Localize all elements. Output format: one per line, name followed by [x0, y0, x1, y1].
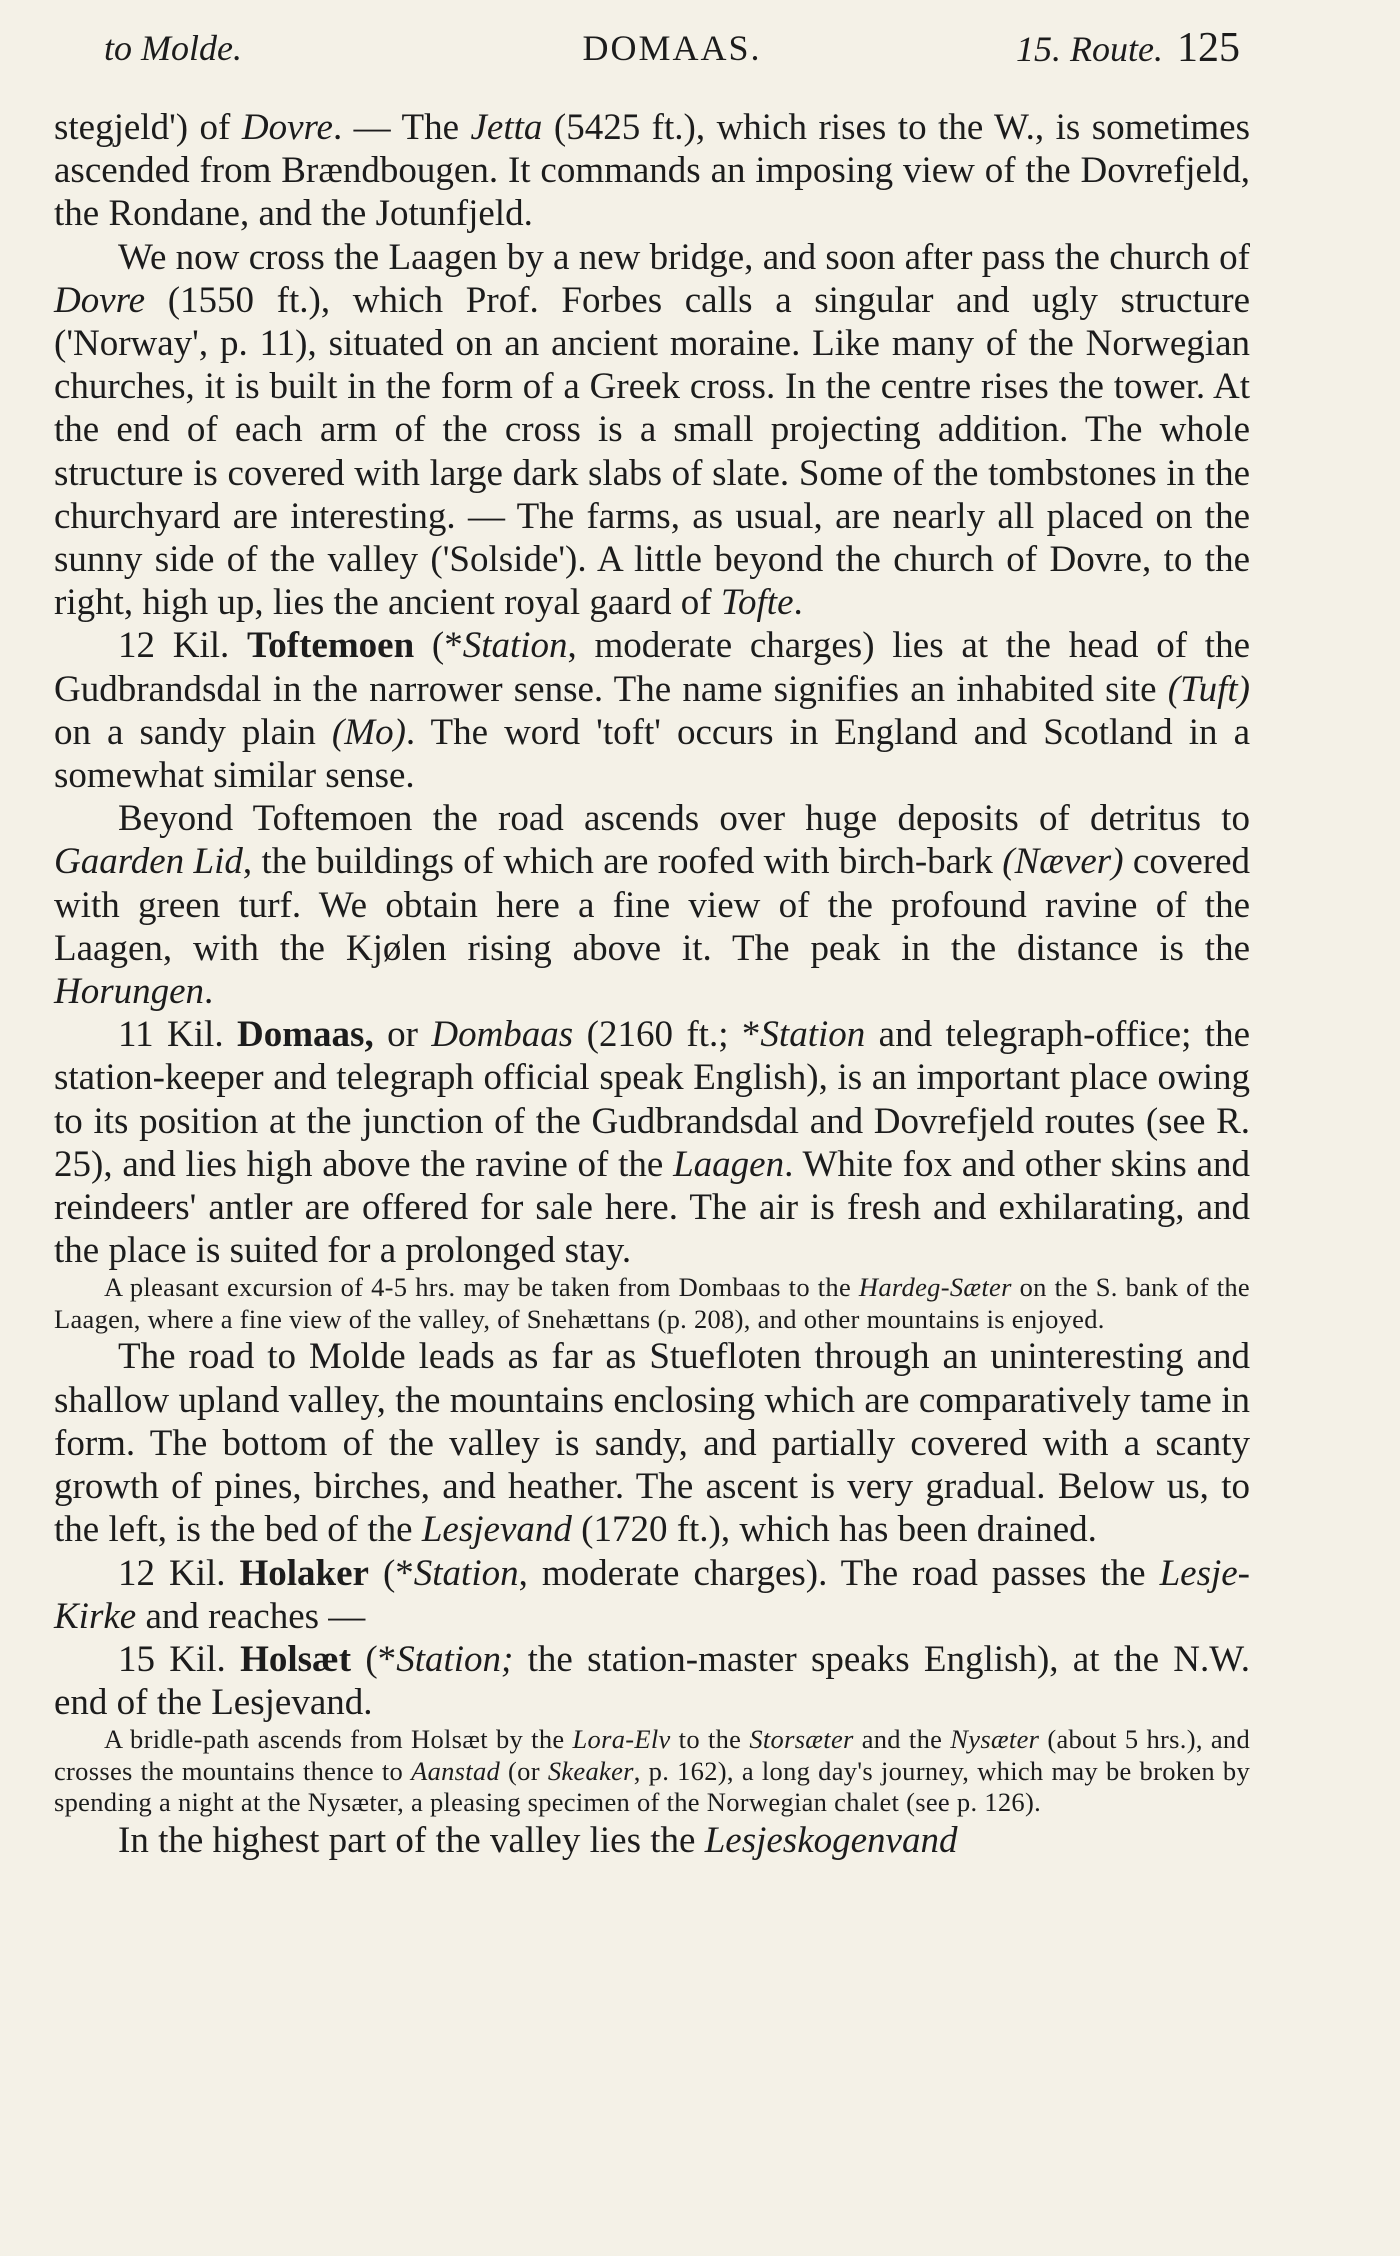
note-hardeg-saeter: A pleasant excursion of 4-5 hrs. may be taken from Dombaas to the Hardeg-Sæter on the S. bank of the Laagen, where a fine view of the valley, of Snehættans (p. 208), and other mountains is enjoyed.	[54, 1272, 1250, 1334]
paragraph-domaas: 11 Kil. Domaas, or Dombaas (2160 ft.; *Station and telegraph-office; the station-keeper and telegraph official speak English), is an important place owing to its position at the junction of the Gudbrandsdal and Dovrefjeld routes (see R. 25), and lies high above the ravine of the Laagen. White fox and other skins and reindeers' antler are offered for sale here. The air is fresh and exhilarating, and the place is suited for a prolonged stay.	[54, 1014, 1250, 1272]
paragraph-road-to-molde: The road to Molde leads as far as Stuefloten through an uninteresting and shallow upland valley, the mountains enclosing which are comparatively tame in form. The bottom of the valley is sandy, and partially covered with a scanty growth of pines, birches, and heather. The ascent is very gradual. Below us, to the left, is the bed of the Lesjevand (1720 ft.), which has been drained.	[54, 1336, 1250, 1551]
paragraph-dovre-church: We now cross the Laagen by a new bridge, and soon after pass the church of Dovre (1550 ft.), which Prof. Forbes calls a singular and ugly structure ('Norway', p. 11), situated on an ancient moraine. Like many of the Norwegian churches, it is built in the form of a Greek cross. In the centre rises the tower. At the end of each arm of the cross is a small projecting addition. The whole structure is covered with large dark slabs of slate. Some of the tombstones in the churchyard are interesting. — The farms, as usual, are nearly all placed on the sunny side of the valley ('Solside'). A little beyond the church of Dovre, to the right, high up, lies the ancient royal gaard of Tofte.	[54, 236, 1250, 624]
paragraph-holsaet: 15 Kil. Holsæt (*Station; the station-master speaks English), at the N.W. end of the Lesjevand.	[54, 1638, 1251, 1724]
header-route: 15. Route.	[1016, 29, 1163, 69]
page-number: 125	[1177, 25, 1240, 71]
header-right	[1016, 18, 1240, 79]
paragraph-jetta: stegjeld') of Dovre. — The Jetta (5425 ft.), which rises to the W., is sometimes ascended from Brændbougen. It commands an imposing view of the Dovrefjeld, the Rondane, and the Jotunfjeld.	[54, 107, 1250, 235]
header-left: to Molde.	[104, 28, 242, 68]
paragraph-lesjeskogenvand: In the highest part of the valley lies the Lesjeskogenvand	[118, 1819, 958, 1861]
header-center: DOMAAS.	[582, 28, 762, 68]
page-body	[54, 106, 1250, 1862]
running-header	[104, 18, 1240, 78]
note-bridle-path: A bridle-path ascends from Holsæt by the Lora-Elv to the Storsæter and the Nysæter (about 5 hrs.), and crosses the mountains thence to Aanstad (or Skeaker, p. 162), a long day's journey, which may be broken by spending a night at the Nysæter, a pleasing specimen of the Norwegian chalet (see p. 126).	[54, 1724, 1250, 1818]
paragraph-gaarden-lid: Beyond Toftemoen the road ascends over huge deposits of detritus to Gaarden Lid, the buildings of which are roofed with birch-bark (Næver) covered with green turf. We obtain here a fine view of the profound ravine of the Laagen, with the Kjølen rising above it. The peak in the distance is the Horungen.	[54, 798, 1250, 1013]
paragraph-toftemoen: 12 Kil. Toftemoen (*Station, moderate charges) lies at the head of the Gudbrandsdal in the narrower sense. The name signifies an inhabited site (Tuft) on a sandy plain (Mo). The word 'toft' occurs in England and Scotland in a somewhat similar sense.	[54, 625, 1250, 797]
paragraph-holaker: 12 Kil. Holaker (*Station, moderate charges). The road passes the Lesje-Kirke and reaches —	[54, 1552, 1250, 1637]
